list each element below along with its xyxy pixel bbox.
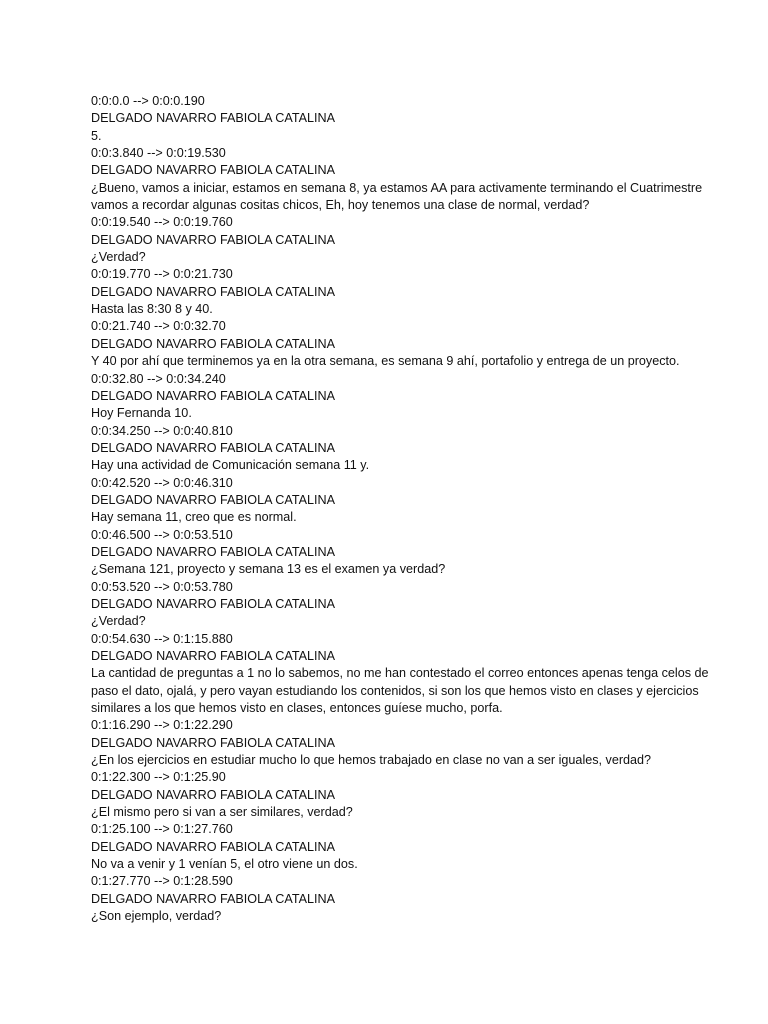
timestamp: 0:1:27.770 --> 0:1:28.590	[91, 874, 233, 889]
utterance-text: Hay una actividad de Comunicación semana 11 y.	[91, 458, 370, 473]
timestamp: 0:0:0.0 --> 0:0:0.190	[91, 94, 205, 108]
utterance-text: ¿Semana 121, proyecto y semana 13 es el examen ya verdad?	[91, 562, 446, 577]
speaker-name: DELGADO NAVARRO FABIOLA CATALINA	[91, 649, 336, 663]
transcript-entry	[91, 821, 711, 873]
utterance-text: Hoy Fernanda 10.	[91, 406, 192, 421]
transcript-entry	[91, 318, 711, 370]
transcript-entry	[91, 717, 711, 769]
timestamp: 0:0:46.500 --> 0:0:53.510	[91, 527, 233, 542]
transcript-entry	[91, 769, 711, 821]
speaker-name: DELGADO NAVARRO FABIOLA CATALINA	[91, 839, 336, 854]
speaker-name: DELGADO NAVARRO FABIOLA CATALINA	[91, 336, 336, 351]
utterance-text: Hasta las 8:30 8 y 40.	[91, 302, 213, 317]
speaker-name: DELGADO NAVARRO FABIOLA CATALINA	[91, 388, 336, 403]
timestamp: 0:0:19.540 --> 0:0:19.760	[91, 215, 233, 230]
speaker-name: DELGADO NAVARRO FABIOLA CATALINA	[91, 735, 336, 750]
transcript-entry	[91, 214, 711, 266]
speaker-name: DELGADO NAVARRO FABIOLA CATALINA	[91, 111, 336, 126]
utterance-text: ¿Son ejemplo, verdad?	[91, 909, 222, 924]
speaker-name: DELGADO NAVARRO FABIOLA CATALINA	[91, 544, 336, 559]
transcript-entry	[91, 93, 711, 145]
transcript-entry	[91, 423, 711, 475]
transcript-entry	[91, 145, 711, 214]
timestamp: 0:0:53.520 --> 0:0:53.780	[91, 579, 233, 594]
transcript-entry	[91, 371, 711, 423]
transcript-entry	[91, 527, 711, 579]
timestamp: 0:1:16.290 --> 0:1:22.290	[91, 718, 233, 733]
timestamp: 0:0:54.630 --> 0:1:15.880	[91, 631, 233, 646]
speaker-name: DELGADO NAVARRO FABIOLA CATALINA	[91, 596, 336, 611]
transcript-entry	[91, 873, 711, 925]
timestamp: 0:1:22.300 --> 0:1:25.90	[91, 770, 226, 785]
transcript-entry	[91, 475, 711, 527]
transcript-entry	[91, 579, 711, 631]
utterance-text: 5.	[91, 128, 102, 143]
transcript-page	[91, 93, 711, 926]
utterance-text: La cantidad de preguntas a 1 no lo sabemos, no me han contestado el correo entonces apenas tenga celos de paso el dato, ojalá, y pero vayan estudiando los contenidos, si son los que hemos visto en clases y ejercicios similares a los que hemos visto en clases, entonces guíese mucho, porfa.	[91, 666, 709, 716]
speaker-name: DELGADO NAVARRO FABIOLA CATALINA	[91, 787, 336, 802]
transcript-entry	[91, 266, 711, 318]
utterance-text: No va a venir y 1 venían 5, el otro viene un dos.	[91, 857, 358, 872]
timestamp: 0:0:19.770 --> 0:0:21.730	[91, 267, 233, 282]
utterance-text: Y 40 por ahí que terminemos ya en la otra semana, es semana 9 ahí, portafolio y entrega de un proyecto.	[91, 354, 680, 369]
timestamp: 0:0:34.250 --> 0:0:40.810	[91, 423, 233, 438]
utterance-text: ¿En los ejercicios en estudiar mucho lo que hemos trabajado en clase no van a ser iguales, verdad?	[91, 753, 652, 768]
speaker-name: DELGADO NAVARRO FABIOLA CATALINA	[91, 492, 336, 507]
timestamp: 0:0:3.840 --> 0:0:19.530	[91, 146, 226, 161]
timestamp: 0:1:25.100 --> 0:1:27.760	[91, 822, 233, 837]
speaker-name: DELGADO NAVARRO FABIOLA CATALINA	[91, 891, 336, 906]
speaker-name: DELGADO NAVARRO FABIOLA CATALINA	[91, 440, 336, 455]
utterance-text: ¿Bueno, vamos a iniciar, estamos en semana 8, ya estamos AA para activamente terminando el Cuatrimestre vamos a recordar algunas cositas chicos, Eh, hoy tenemos una clase de normal, verdad?	[91, 180, 703, 213]
utterance-text: Hay semana 11, creo que es normal.	[91, 510, 297, 525]
speaker-name: DELGADO NAVARRO FABIOLA CATALINA	[91, 284, 336, 299]
timestamp: 0:0:42.520 --> 0:0:46.310	[91, 475, 233, 490]
utterance-text: ¿Verdad?	[91, 614, 146, 629]
timestamp: 0:0:32.80 --> 0:0:34.240	[91, 371, 226, 386]
timestamp: 0:0:21.740 --> 0:0:32.70	[91, 319, 226, 334]
utterance-text: ¿El mismo pero si van a ser similares, verdad?	[91, 805, 353, 820]
transcript-entry	[91, 631, 711, 718]
utterance-text: ¿Verdad?	[91, 250, 146, 265]
speaker-name: DELGADO NAVARRO FABIOLA CATALINA	[91, 163, 336, 178]
speaker-name: DELGADO NAVARRO FABIOLA CATALINA	[91, 232, 336, 247]
